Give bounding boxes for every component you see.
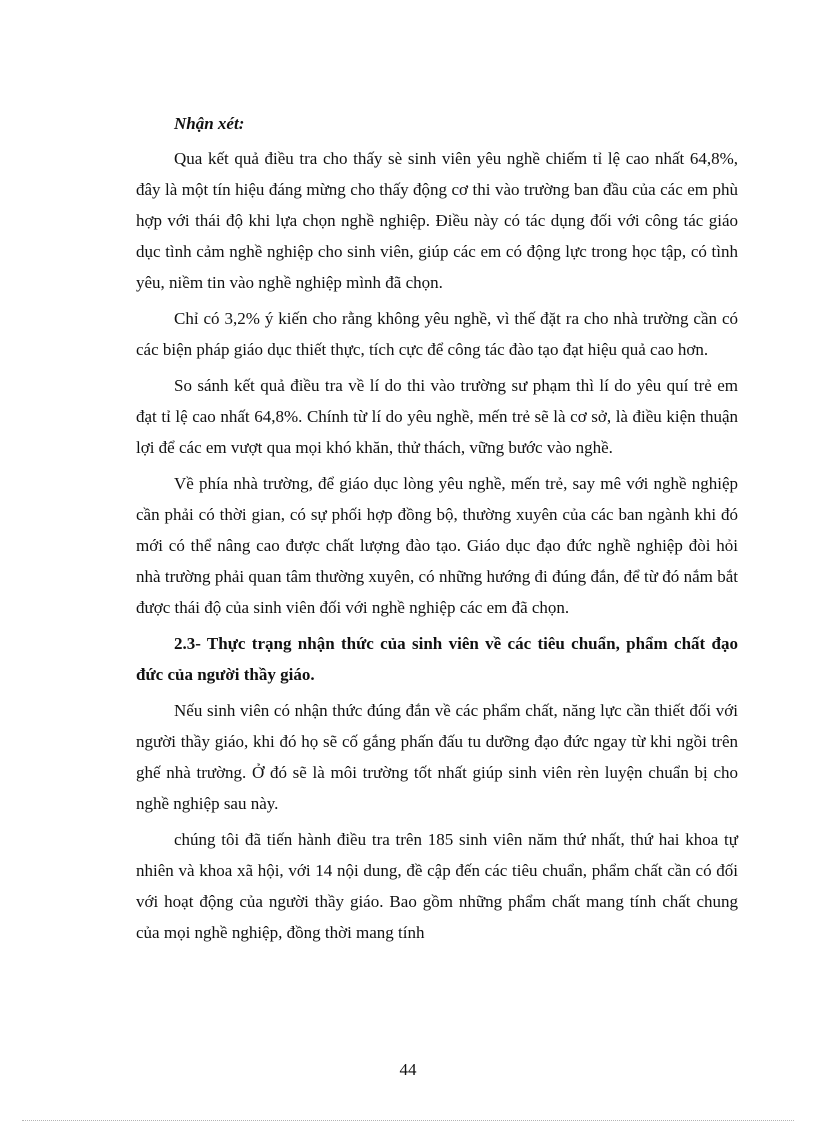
document-body xyxy=(136,112,738,953)
paragraph: Về phía nhà trường, để giáo dục lòng yêu nghề, mến trẻ, say mê với nghề nghiệp cần phải có thời gian, có sự phối hợp đồng bộ, thường xuyên của các ban ngành khi đó mới có thể nâng cao được chất lượng đào tạo. Giáo dục đạo đức nghề nghiệp đòi hỏi nhà trường phải quan tâm thường xuyên, có những hướng đi đúng đắn, để từ đó nắm bắt được thái độ của sinh viên đối với nghề nghiệp các em đã chọn. xyxy=(136,474,738,617)
section-heading: 2.3- Thực trạng nhận thức của sinh viên về các tiêu chuẩn, phẩm chất đạo đức của người thầy giáo. xyxy=(136,634,738,684)
paragraph: So sánh kết quả điều tra về lí do thi vào trường sư phạm thì lí do yêu quí trẻ em đạt tỉ lệ cao nhất 64,8%. Chính từ lí do yêu nghề, mến trẻ sẽ là cơ sở, là điều kiện thuận lợi để các em vượt qua mọi khó khăn, thử thách, vững bước vào nghề. xyxy=(136,376,738,457)
paragraph: Nếu sinh viên có nhận thức đúng đắn về các phẩm chất, năng lực cần thiết đối với người thầy giáo, khi đó họ sẽ cố gắng phấn đấu tu dưỡng đạo đức ngay từ khi ngồi trên ghế nhà trường. Ở đó sẽ là môi trường tốt nhất giúp sinh viên rèn luyện chuẩn bị cho nghề nghiệp sau này. xyxy=(136,701,738,813)
paragraph: chúng tôi đã tiến hành điều tra trên 185 sinh viên năm thứ nhất, thứ hai khoa tự nhiên và khoa xã hội, với 14 nội dung, đề cập đến các tiêu chuẩn, phẩm chất cần có đối với hoạt động của người thầy giáo. Bao gồm những phẩm chất mang tính chất chung của mọi nghề nghiệp, đồng thời mang tính xyxy=(136,830,738,942)
page-bottom-border xyxy=(22,1120,794,1121)
paragraph: Chỉ có 3,2% ý kiến cho rằng không yêu nghề, vì thế đặt ra cho nhà trường cần có các biện pháp giáo dục thiết thực, tích cực để công tác đào tạo đạt hiệu quả cao hơn. xyxy=(136,309,738,359)
paragraph: Qua kết quả điều tra cho thấy sè sinh viên yêu nghề chiếm tỉ lệ cao nhất 64,8%, đây là một tín hiệu đáng mừng cho thấy động cơ thi vào trường ban đầu của các em phù hợp với thái độ khi lựa chọn nghề nghiệp. Điều này có tác dụng đối với công tác giáo dục tình cảm nghề nghiệp cho sinh viên, giúp các em có động lực trong học tập, có tình yêu, niềm tin vào nghề nghiệp mình đã chọn. xyxy=(136,149,738,292)
page-number: 44 xyxy=(399,1060,417,1079)
remark-label: Nhận xét: xyxy=(174,114,245,133)
